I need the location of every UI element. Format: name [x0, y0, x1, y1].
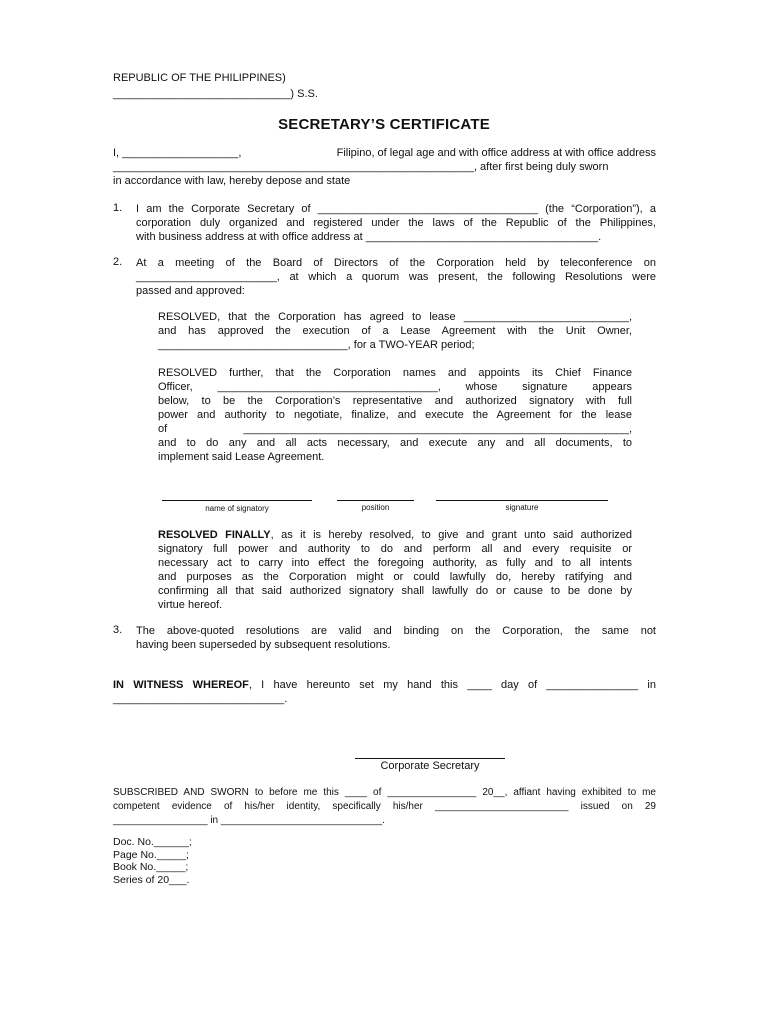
jurat-line: SUBSCRIBED AND SWORN to before me this ____ of ________________ 20__, affiant having exhibited to me [113, 787, 656, 798]
resolution-2-line: Officer, ____________________________________, whose signature appears [158, 381, 632, 393]
resolution-3-line: confirming all that said authorized signatory shall lawfully do or cause to be done by [158, 585, 632, 597]
witness-line: ____________________________. [113, 693, 288, 705]
item-1-line: corporation duly organized and registered under the laws of the Republic of the Philippines, [136, 217, 656, 229]
intro-line-3: in accordance with law, hereby depose and state [113, 175, 351, 187]
resolution-3-line: and purposes as the Corporation might or could lawfully do, hereby ratifying and [158, 571, 632, 583]
intro-line-2: ___________________________________________________________, after first being duly sworn [113, 161, 609, 173]
series: Series of 20___. [113, 873, 190, 886]
jurat [113, 786, 656, 828]
page-no: Page No._____; [113, 848, 189, 861]
position-label: position [361, 503, 390, 512]
jurat-line: competent evidence of his/her identity, specifically his/her ________________________ issued on 29 [113, 801, 656, 812]
item-3-number: 3. [113, 624, 123, 636]
venue-line-2: _____________________________) S.S. [113, 88, 318, 100]
resolution-2-line: and to do any and all acts necessary, and execute any and all documents, to [158, 437, 632, 449]
resolution-1-line: _______________________________, for a TWO-YEAR period; [158, 339, 475, 351]
item-2-line: _______________________, at which a quorum was present, the following Resolutions were [136, 271, 656, 283]
position-signature-line [337, 500, 414, 501]
resolution-2-line: power and authority to negotiate, finalize, and execute the Agreement for the lease [158, 409, 632, 421]
resolved-finally-label: RESOLVED FINALLY [158, 529, 271, 541]
venue-line-1: REPUBLIC OF THE PHILIPPINES) [113, 72, 286, 84]
in-witness-whereof-label: IN WITNESS WHEREOF [113, 679, 249, 691]
intro-line-1 [113, 147, 656, 159]
item-3-line: having been superseded by subsequent resolutions. [136, 639, 391, 651]
item-1-text [136, 202, 656, 244]
resolution-3-line: necessary act to carry into effect the foregoing authority, as fully and to all intents [158, 557, 632, 569]
signature-label: signature [505, 503, 539, 512]
corporate-secretary-label: Corporate Secretary [380, 760, 480, 772]
resolution-2 [158, 366, 632, 464]
item-1-line: I am the Corporate Secretary of ____________________________________ (the “Corporation”), a [136, 203, 656, 215]
item-2-line: passed and approved: [136, 285, 245, 297]
book-no: Book No._____; [113, 861, 189, 873]
resolution-1-line: and has approved the execution of a Lease Agreement with the Unit Owner, [158, 325, 632, 337]
resolution-2-line: RESOLVED further, that the Corporation names and appoints its Chief Finance [158, 367, 632, 379]
document-title: SECRETARY’S CERTIFICATE [278, 116, 490, 133]
resolution-1-line: RESOLVED, that the Corporation has agreed to lease ___________________________, [158, 311, 632, 323]
doc-no: Doc. No.______; [113, 836, 192, 848]
resolution-3-line: virtue hereof. [158, 599, 223, 611]
item-1-number: 1. [113, 202, 123, 214]
resolution-2-line: of _______________________________________________________________, [158, 423, 632, 435]
notarial-register [113, 836, 192, 886]
item-2-text [136, 256, 656, 298]
item-2-line: At a meeting of the Board of Directors of the Corporation held by teleconference on [136, 257, 656, 269]
item-3-line: The above-quoted resolutions are valid and binding on the Corporation, the same not [136, 625, 656, 637]
intro-line-1a: I, ___________________, [113, 147, 242, 159]
witness-line: IN WITNESS WHEREOF, I have hereunto set my hand this ____ day of _______________ in [113, 679, 656, 691]
resolution-2-line: implement said Lease Agreement. [158, 451, 325, 463]
item-2-number: 2. [113, 256, 123, 268]
secretary-signature-line [355, 758, 505, 759]
resolution-1 [158, 310, 632, 352]
name-of-signatory-label: name of signatory [205, 504, 269, 513]
intro-line-1b: Filipino, of legal age and with office address at with office address [336, 147, 656, 159]
resolution-2-line: below, to be the Corporation’s representative and authorized signatory with full [158, 395, 632, 407]
item-1-line: with business address at with office address at ______________________________________. [136, 231, 602, 243]
resolution-3-line: RESOLVED FINALLY, as it is hereby resolved, to give and grant unto said authorized [158, 529, 633, 541]
name-signature-line [162, 500, 312, 501]
jurat-line: _________________ in _____________________________. [113, 815, 385, 826]
resolution-3-line: signatory full power and authority to do and perform all and every requisite or [158, 543, 632, 555]
witness-clause [113, 678, 656, 706]
signature-line [436, 500, 608, 501]
resolution-3 [158, 528, 632, 612]
item-3-text [136, 624, 656, 652]
